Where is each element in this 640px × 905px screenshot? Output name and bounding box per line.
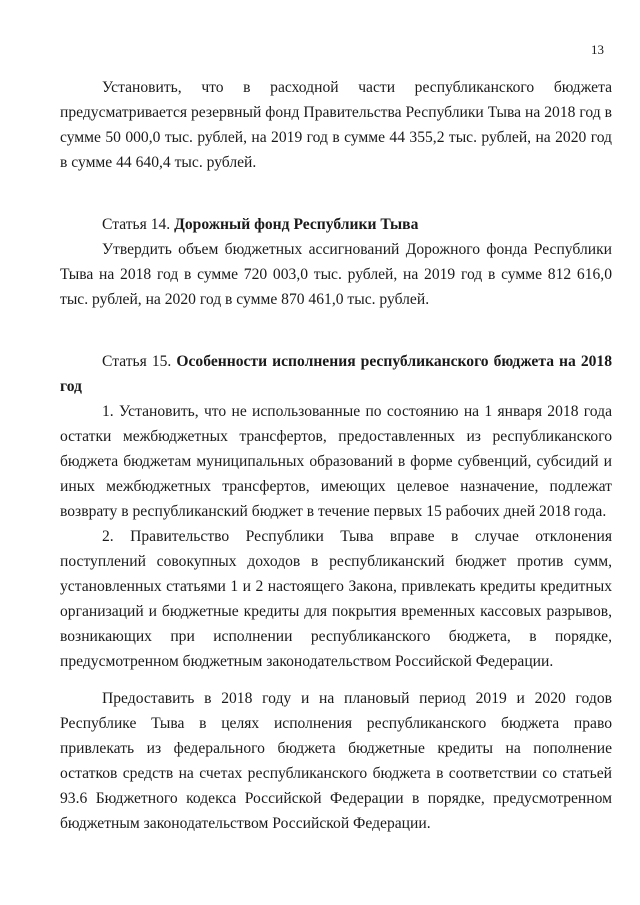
item-2-paragraph: 2. Правительство Республики Тыва вправе в случае отклонения поступлений совокупных доходов в республиканский бюджет против сумм, установленных статьями 1 и 2 настоящего Закона, привлекать кредиты кредитных организаций и бюджетные кредиты для покрытия временных кассовых разрывов, возникающих при исполнении республиканского бюджета, в порядке, предусмотренном бюджетным законодательством Российской Федерации. bbox=[60, 528, 612, 670]
road-fund-paragraph: Утвердить объем бюджетных ассигнований Дорожного фонда Республики Тыва на 2018 год в сумме 720 003,0 тыс. рублей, на 2019 год в сумме 812 616,0 тыс. рублей, на 2020 год в сумме 870 461,0 тыс. рублей. bbox=[60, 241, 612, 308]
item-1-paragraph: 1. Установить, что не использованные по состоянию на 1 января 2018 года остатки межбюджетных трансфертов, предоставленных из республиканского бюджета бюджетам муниципальных образований в форме субвенций, субсидий и иных межбюджетных трансфертов, имеющих целевое назначение, подлежат возврату в республиканский бюджет в течение первых 15 рабочих дней 2018 года. bbox=[60, 403, 612, 520]
article-15-prefix: Статья 15. bbox=[102, 353, 172, 370]
provide-paragraph: Предоставить в 2018 году и на плановый период 2019 и 2020 годов Республике Тыва в целях исполнения республиканского бюджета право привлекать из федерального бюджета бюджетные кредиты на пополнение остатков средств на счетах республиканского бюджета в соответствии со статьей 93.6 Бюджетного кодекса Российской Федерации в порядке, предусмотренном бюджетным законодательством Российской Федерации. bbox=[60, 690, 612, 832]
document-body bbox=[60, 75, 612, 836]
spacer bbox=[60, 312, 612, 349]
article-15-heading bbox=[60, 349, 612, 399]
article-15-title: Особенности исполнения республиканского бюджета на 2018 год bbox=[60, 353, 613, 395]
article-14-heading bbox=[60, 212, 612, 237]
spacer bbox=[60, 175, 612, 212]
spacer bbox=[60, 674, 612, 686]
article-14-prefix: Статья 14. bbox=[102, 216, 171, 233]
article-14-title: Дорожный фонд Республики Тыва bbox=[174, 216, 419, 233]
page-number: 13 bbox=[591, 42, 604, 57]
reserve-fund-paragraph: Установить, что в расходной части республиканского бюджета предусматривается резервный фонд Правительства Республики Тыва на 2018 год в сумме 50 000,0 тыс. рублей, на 2019 год в сумме 44 355,2 тыс. рублей, на 2020 год в сумме 44 640,4 тыс. рублей. bbox=[60, 79, 612, 171]
